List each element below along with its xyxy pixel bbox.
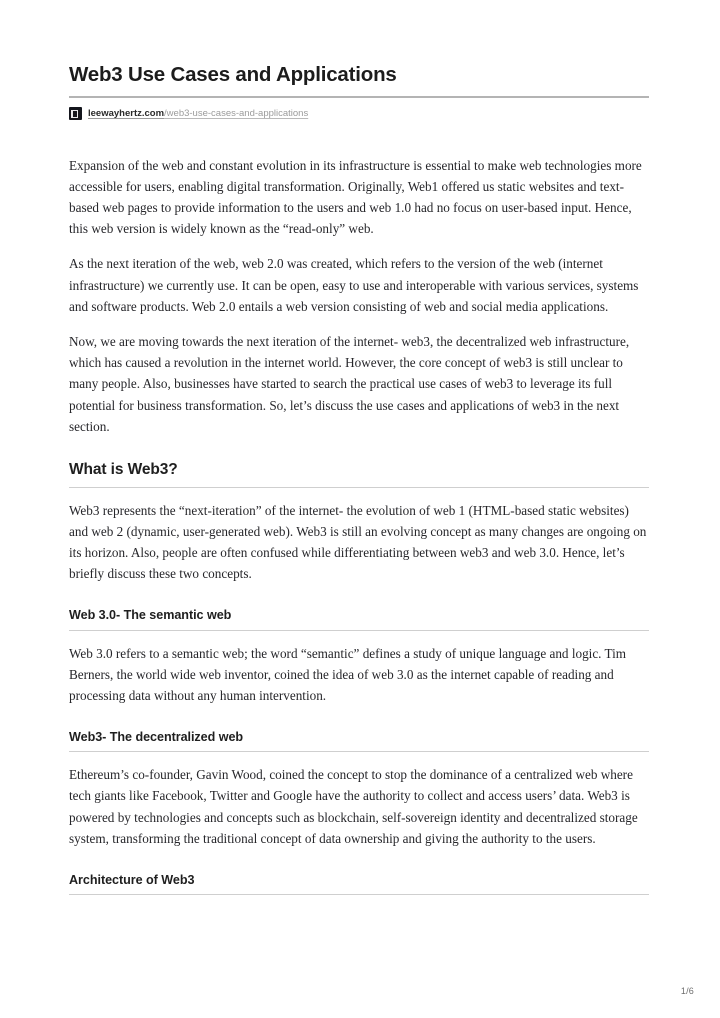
section-divider: [69, 630, 649, 631]
page-indicator: 1/6: [680, 986, 694, 996]
section-what-is-web3: [69, 461, 649, 584]
page-title: Web3 Use Cases and Applications: [69, 63, 397, 86]
intro-paragraph-1: Expansion of the web and constant evolution in its infrastructure is essential to make web technologies more accessible for users, enabling digital transformation. Originally, Web1 offered us static websites and text-based web pages to provide information to the users and web 1.0 had no focus on user-based input. Hence, this web version is widely known as the “read-only” web.: [69, 157, 642, 237]
section-web3-decentralized-web: [69, 730, 649, 849]
section-divider: [69, 894, 649, 895]
intro-paragraph-3: Now, we are moving towards the next iteration of the internet- web3, the decentralized web infrastructure, which has caused a revolution in the internet world. However, the core concept of web3 is still unclear to many people. Also, businesses have started to search the practical use cases of web3 to leverage its full potential for business transformation. So, let’s discuss the use cases and applications of web3 in the next section.: [69, 333, 630, 434]
source-url-text[interactable]: [88, 107, 308, 120]
section-heading-web30-semantic-web: Web 3.0- The semantic web: [69, 608, 232, 623]
section-body-web30-semantic-web: Web 3.0 refers to a semantic web; the word “semantic” defines a study of unique language and logic. Tim Berners, the world wide web inventor, coined the idea of web 3.0 as the internet capable of reading and processing data without any human intervention.: [69, 645, 627, 703]
document-content: [69, 63, 649, 907]
section-divider: [69, 487, 649, 488]
source-url-domain[interactable]: leewayhertz.com: [88, 108, 165, 120]
section-body-what-is-web3: Web3 represents the “next-iteration” of the internet- the evolution of web 1 (HTML-based static websites) and web 2 (dynamic, user-generated web). Web3 is still an evolving concept as many changes are ongoing on its horizon. Also, people are often confused while differentiating between web3 and web 3.0. Hence, let’s briefly discuss these two concepts.: [69, 502, 647, 582]
intro-spacer: [69, 122, 649, 155]
source-url-line[interactable]: [69, 106, 649, 122]
section-divider: [69, 751, 649, 752]
section-heading-architecture-of-web3: Architecture of Web3: [69, 873, 195, 888]
section-heading-web3-decentralized-web: Web3- The decentralized web: [69, 730, 244, 745]
section-heading-what-is-web3: What is Web3?: [69, 461, 178, 478]
title-divider: [69, 96, 649, 98]
source-url-path[interactable]: /web3-use-cases-and-applications: [164, 108, 309, 120]
section-body-web3-decentralized-web: Ethereum’s co-founder, Gavin Wood, coined the concept to stop the dominance of a centralized web where tech giants like Facebook, Twitter and Google have the authority to collect and access users’ data. Web3 is powered by technologies and concepts such as blockchain, self-sovereign identity and decentralized storage system, transforming the traditional concept of data ownership and giving the authority to the users.: [69, 767, 638, 846]
intro-paragraph-2: As the next iteration of the web, web 2.0 was created, which refers to the version of the web (internet infrastructure) we currently use. It can be open, easy to use and interoperable with various services, systems and software products. Web 2.0 entails a web version consisting of web and social media applications.: [69, 256, 639, 314]
section-architecture-of-web3: [69, 873, 649, 895]
section-web30-semantic-web: [69, 608, 649, 706]
leewayhertz-favicon-icon: [69, 107, 82, 120]
